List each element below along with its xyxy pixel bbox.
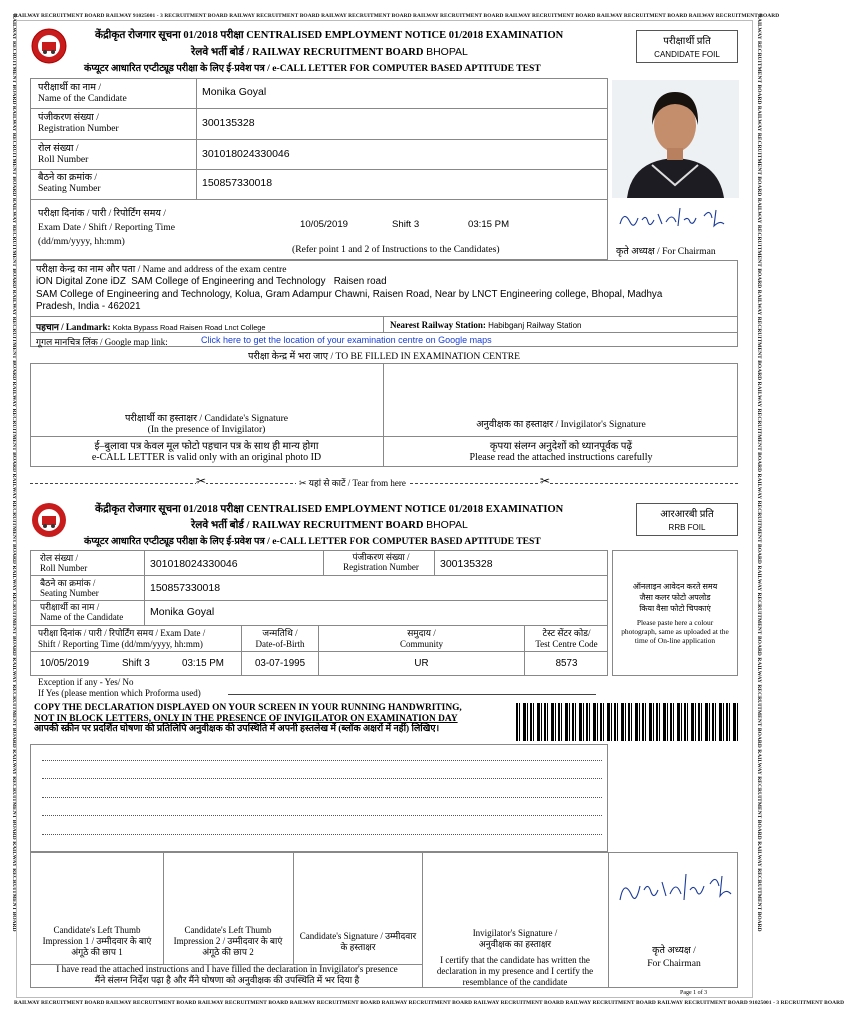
candidate-signature-label: परीक्षार्थी का हस्ताक्षर / Candidate's Signature (In the presence of Invigilator) — [124, 413, 289, 435]
header-line1: केंद्रीकृत रोजगार सूचना 01/2018 परीक्षा CENTRALISED EMPLOYMENT NOTICE 01/2018 EXAMINATION — [95, 30, 564, 41]
test-centre-code: 8573 — [555, 658, 578, 669]
seat-label-bottom: बैठने का क्रमांक / Seating Number — [40, 578, 99, 598]
rrb-logo-icon — [30, 501, 68, 539]
seat-label: बैठने का क्रमांक / Seating Number — [38, 172, 101, 194]
candidate-photo — [612, 80, 739, 198]
bottom-border-text: RAILWAY RECRUITMENT BOARD RAILWAY RECRUITMENT BOARD RAILWAY RECRUITMENT BOARD RAILWAY RECRUITMENT BOARD RAILWAY RECRUITMENT BOARD RAILWAY RECRUITMENT BOARD RAILWAY RECRUITMENT BOARD RAILWAY RECRUITMENT BOARD 91025001 - 3 RECRUITMENT BOARD — [14, 1000, 844, 1006]
left-thumb-1: Candidate's Left Thumb Impression 1 / उम्मीदवार के बाएं अंगूठे की छाप 1 — [42, 925, 152, 957]
registration-number-bottom: 300135328 — [440, 558, 493, 570]
candidate-foil-box: परीक्षार्थी प्रति CANDIDATE FOIL — [636, 30, 738, 63]
registration-number: 300135328 — [202, 117, 255, 129]
exception-note: Exception if any - Yes/ No If Yes (please mention which Proforma used) — [38, 677, 201, 698]
reg-label: पंजीकरण संख्या / Registration Number — [38, 112, 119, 134]
exam-date-bottom: 10/05/2019 — [40, 658, 90, 669]
exam-shift-bottom: Shift 3 — [122, 658, 150, 669]
seating-number-bottom: 150857330018 — [150, 582, 221, 594]
dob-header: जन्मतिथि / Date-of-Birth — [255, 628, 305, 649]
centre-line1: iON Digital Zone iDZ SAM College of Engineering and Technology Raisen road — [36, 276, 387, 287]
rrb-foil-box: आरआरबी प्रति RRB FOIL — [636, 503, 738, 536]
invigilator-signature-label: अनुवीक्षक का हस्ताक्षर / Invigilator's Signature — [476, 419, 646, 430]
test-centre-header: टेस्ट सेंटर कोड/ Test Centre Code — [535, 628, 598, 649]
candidate-name: Monika Goyal — [202, 86, 267, 98]
exam-shift: Shift 3 — [392, 219, 420, 230]
reporting-time-bottom: 03:15 PM — [182, 658, 224, 669]
header-line1-bottom: केंद्रीकृत रोजगार सूचना 01/2018 परीक्षा CENTRALISED EMPLOYMENT NOTICE 01/2018 EXAMINATION — [95, 504, 564, 515]
barcode — [516, 703, 738, 741]
for-chairman: कृते अध्यक्ष / For Chairman — [616, 246, 716, 257]
for-chairman-bottom: कृते अध्यक्ष / For Chairman — [647, 945, 701, 969]
roll-number-bottom: 301018024330046 — [150, 558, 238, 570]
candidate-signature-bottom: Candidate's Signature / उम्मीदवार के हस्ताक्षर — [299, 931, 417, 952]
right-border-text: RAILWAY RECRUITMENT BOARD RAILWAY RECRUITMENT BOARD RAILWAY RECRUITMENT BOARD RAILWAY RECRUITMENT BOARD RAILWAY RECRUITMENT BOARD RAILWAY RECRUITMENT BOARD RAILWAY RECRUITMENT BOARD RAILWAY RECRUITMENT BOARD RAILWAY RECRUITMENT BOARD RAILWAY RECRUITMENT BOARD — [756, 14, 762, 932]
landmark: पहचान / Landmark: Kokta Bypass Road Raisen Road Lnct College — [36, 322, 266, 332]
centre-line3: Pradesh, India - 462021 — [36, 301, 141, 312]
instructions-note: कृपया संलग्न अनुदेशों को ध्यानपूर्वक पढ़ें Please read the attached instructions carefully — [469, 441, 653, 463]
photo-paste-box: ऑनलाइन आवेदन करते समय जैसा कलर फोटो अपलोड किया वैसा फोटो चिपकाएं Please paste here a colour photograph, same as uploaded at the time of On-line application — [612, 550, 738, 676]
date-label: परीक्षा दिनांक / पारी / रिपोर्टिंग समय / Exam Date / Shift / Reporting Time (dd/mm/yyyy, hh:mm) — [38, 208, 175, 247]
seating-number: 150857330018 — [202, 177, 273, 189]
left-thumb-2: Candidate's Left Thumb Impression 2 / उम्मीदवार के बाएं अंगूठे की छाप 2 — [173, 925, 283, 957]
date-header-bottom: परीक्षा दिनांक / पारी / रिपोर्टिंग समय / Exam Date / Shift / Reporting Time (dd/mm/yyyy, hh:mm) — [38, 628, 206, 649]
valid-note: ई–बुलावा पत्र केवल मूल फोटो पहचान पत्र के साथ ही मान्य होगा e-CALL LETTER is valid only with an original photo ID — [91, 441, 322, 463]
roll-number: 301018024330046 — [202, 148, 290, 160]
community-header: समुदाय / Community — [399, 628, 443, 649]
map-label: गूगल मानचित्र लिंक / Google map link: — [36, 337, 168, 347]
invigilator-signature-bottom: Invigilator's Signature / अनुवीक्षक का हस्ताक्षर I certify that the candidate has written the declaration in my presence and I certify the resemblance of the candidate — [436, 928, 594, 987]
rrb-logo-icon — [30, 27, 68, 65]
nearest-station: Nearest Railway Station: Habibganj Railway Station — [390, 320, 582, 330]
reg-label-bottom: पंजीकरण संख्या / Registration Number — [343, 552, 419, 572]
declaration-instruction: COPY THE DECLARATION DISPLAYED ON YOUR SCREEN IN YOUR RUNNING HANDWRITING, NOT IN BLOCK LETTERS, ONLY IN THE PRESENCE OF INVIGILATOR ON EXAMINATION DAY आपकी स्क्रीन पर प्रदर्शित घोषणा की प्रतिलिपि अनुवीक्षक की उपस्थिति में अपनी हस्तलेख में (ब्लॉक अक्षरों में नहीं) लिखिए। — [34, 703, 462, 734]
fill-centre-title: परीक्षा केन्द्र में भरा जाए / TO BE FILLED IN EXAMINATION CENTRE — [248, 351, 520, 362]
header-line2-bottom: रेलवे भर्ती बोर्ड / RAILWAY RECRUITMENT BOARD BHOPAL — [191, 519, 468, 531]
google-map-link[interactable]: Click here to get the location of your examination centre on Google maps — [201, 335, 492, 345]
roll-label-bottom: रोल संख्या / Roll Number — [40, 553, 88, 573]
name-label-bottom: परीक्षार्थी का नाम / Name of the Candidate — [40, 602, 124, 622]
header-line3: कंप्यूटर आधारित एप्टीट्यूड परीक्षा के लिए ई-प्रवेश पत्र / e-CALL LETTER FOR COMPUTER BASED APTITUDE TEST — [84, 63, 541, 74]
left-border-text: RAILWAY RECRUITMENT BOARD RAILWAY RECRUITMENT BOARD RAILWAY RECRUITMENT BOARD RAILWAY RECRUITMENT BOARD RAILWAY RECRUITMENT BOARD RAILWAY RECRUITMENT BOARD RAILWAY RECRUITMENT BOARD RAILWAY RECRUITMENT BOARD RAILWAY RECRUITMENT BOARD RAILWAY RECRUITMENT BOARD — [11, 14, 17, 932]
name-label: परीक्षार्थी का नाम / Name of the Candidate — [38, 82, 127, 104]
exam-date: 10/05/2019 — [300, 219, 349, 230]
header-line3-bottom: कंप्यूटर आधारित एप्टीट्यूड परीक्षा के लिए ई-प्रवेश पत्र / e-CALL LETTER FOR COMPUTER BASED APTITUDE TEST — [84, 536, 541, 547]
tear-label: ✂ यहां से काटें / Tear from here — [296, 476, 409, 489]
read-declaration: I have read the attached instructions and I have filled the declaration in Invigilator's presence मैंने संलग्न निर्देश पढ़ा है और मैंने घोषणा को अनुवीक्षक की उपस्थिति में भर दिया है — [56, 964, 398, 985]
refer-note: (Refer point 1 and 2 of Instructions to the Candidates) — [292, 244, 500, 255]
exception-line — [228, 694, 596, 695]
centre-label: परीक्षा केन्द्र का नाम और पता / Name and address of the exam centre — [36, 264, 287, 275]
scissors-icon: ✂ — [299, 478, 307, 488]
roll-label: रोल संख्या / Roll Number — [38, 143, 89, 165]
date-of-birth: 03-07-1995 — [254, 658, 306, 669]
scissors-icon: ✂ — [540, 474, 551, 488]
chairman-signature — [614, 868, 736, 908]
scissors-icon: ✂ — [196, 474, 207, 488]
reporting-time: 03:15 PM — [468, 219, 510, 230]
candidate-name-bottom: Monika Goyal — [150, 606, 215, 618]
top-border-text: RAILWAY RECRUITMENT BOARD RAILWAY 91025001 - 3 RECRUITMENT BOARD RAILWAY RECRUITMENT BOARD RAILWAY RECRUITMENT BOARD RAILWAY RECRUITMENT BOARD RAILWAY RECRUITMENT BOARD RAILWAY RECRUITMENT BOARD RAILWAY RECRUITMENT BOARD — [14, 13, 780, 19]
header-line2: रेलवे भर्ती बोर्ड / RAILWAY RECRUITMENT BOARD BHOPAL — [191, 46, 468, 58]
community: UR — [414, 658, 429, 669]
centre-line2: SAM College of Engineering and Technology, Kolua, Gram Adampur Chawni, Raisen Road, Near by LNCT Engineering college, Bhopal, Madhya — [36, 289, 663, 300]
chairman-signature — [614, 204, 736, 234]
page-number: Page 1 of 3 — [680, 990, 708, 996]
